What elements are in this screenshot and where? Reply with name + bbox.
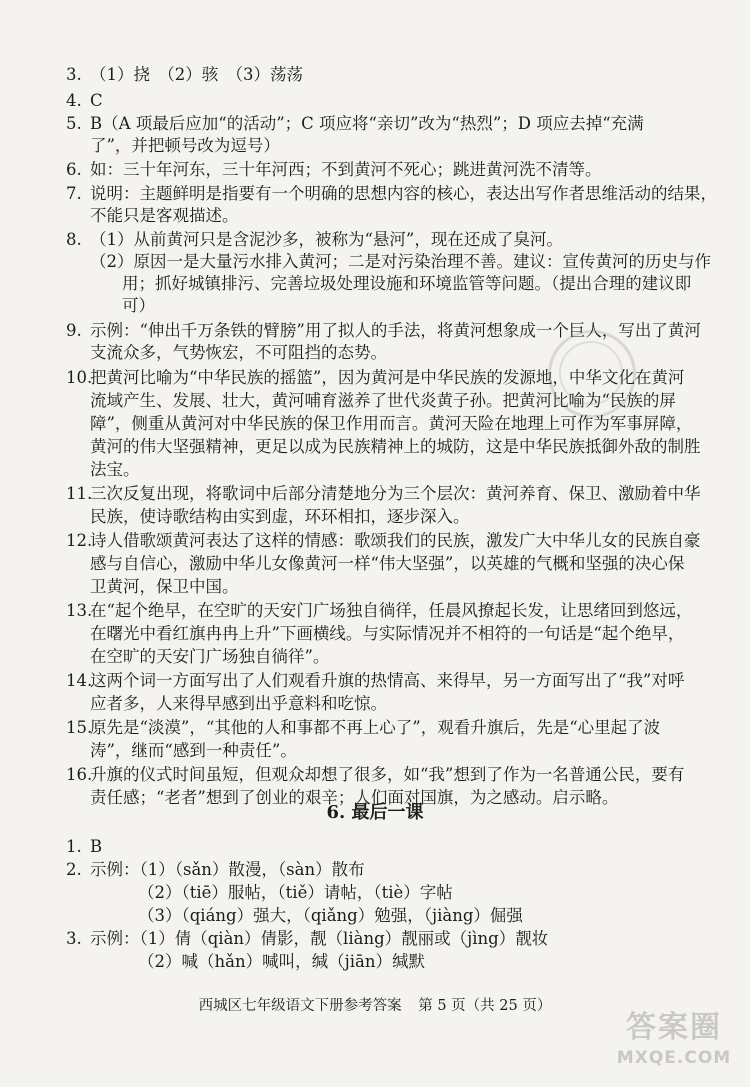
item-text: （2）（tiē）服帖，（tiě）请帖，（tiè）字帖 bbox=[138, 883, 453, 902]
item-text: 原先是“淡漠”，“其他的人和事都不再上心了”，观看升旗后，先是“心里起了波 bbox=[90, 718, 661, 737]
item-text: 责任感；“老者”想到了创业的艰辛；人们面对国旗，为之感动。启示略。 bbox=[90, 788, 619, 807]
item-text: 示例：（1）（sǎn）散漫，（sàn）散布 bbox=[90, 860, 365, 879]
item-text: 法宝。 bbox=[90, 460, 140, 479]
item-number: 11. bbox=[66, 484, 93, 503]
item-number: 1. bbox=[66, 837, 82, 856]
item-text: 诗人借歌颂黄河表达了这样的情感：歌颂我们的民族，激发广大中华儿女的民族自豪 bbox=[90, 531, 701, 550]
item-text: B（A 项最后应加“的活动”；C 项应将“亲切”改为“热烈”；D 项应去掉“充满 bbox=[90, 114, 644, 133]
item-text: 这两个词一方面写出了人们观看升旗的热情高、来得早，另一方面写出了“我”对呼 bbox=[90, 671, 685, 690]
item-number: 9. bbox=[66, 321, 82, 340]
item-text: 说明：主题鲜明是指要有一个明确的思想内容的核心，表达出写作者思维活动的结果， bbox=[90, 184, 717, 203]
item-text: 示例：（1）倩（qiàn）倩影，靓（liàng）靓丽或（jìng）靓妆 bbox=[90, 929, 549, 948]
item-number: 3. bbox=[66, 929, 82, 948]
item-text: C bbox=[90, 91, 103, 110]
item-number: 2. bbox=[66, 860, 82, 879]
item-text: （2）喊（hǎn）喊叫，缄（jiān）缄默 bbox=[138, 952, 425, 971]
item-number: 7. bbox=[66, 184, 82, 203]
item-text: 黄河的伟大坚强精神，更足以成为民族精神上的城防，这是中华民族抵御外敌的制胜 bbox=[90, 437, 701, 456]
item-text: 三次反复出现，将歌词中后部分清楚地分为三个层次：黄河养育、保卫、激励着中华 bbox=[90, 484, 701, 503]
item-number: 6. bbox=[66, 160, 82, 179]
item-number: 15. bbox=[66, 718, 93, 737]
item-text: 在曙光中看红旗冉冉上升”下画横线。与实际情况并不相符的一句话是“起个绝早， bbox=[90, 624, 685, 643]
item-text: B bbox=[90, 837, 103, 856]
item-number: 8. bbox=[66, 230, 82, 249]
item-text: 民族，使诗歌结构由实到虚，环环相扣，逐步深入。 bbox=[90, 507, 470, 526]
footer-title: 西城区七年级语文下册参考答案 bbox=[198, 998, 402, 1014]
item-text: 应者多，人来得早感到出乎意料和吃惊。 bbox=[90, 694, 387, 713]
watermark-url: MXQE.COM bbox=[616, 1048, 732, 1068]
stamp-inner-ring bbox=[559, 341, 623, 405]
item-text: 卫黄河，保卫中国。 bbox=[90, 577, 239, 596]
item-text: 不能只是客观描述。 bbox=[90, 206, 239, 225]
item-number: 12. bbox=[66, 531, 93, 550]
item-text: 在“起个绝早，在空旷的天安门广场独自徜徉，任晨风撩起长发，让思绪回到悠远， bbox=[90, 601, 693, 620]
item-text: 流域产生、发展、壮大，黄河哺育滋养了世代炎黄子孙。把黄河比喻为“民族的屏 bbox=[90, 391, 676, 410]
watermark-logo bbox=[604, 1009, 744, 1079]
item-text: 用；抓好城镇排污、完善垃圾处理设施和环境监管等问题。（提出合理的建议即 bbox=[122, 274, 692, 293]
page-number: 第 5 页（共 25 页） bbox=[418, 998, 552, 1014]
item-number: 10. bbox=[66, 368, 93, 387]
item-number: 3. bbox=[66, 65, 82, 84]
item-text: 感与自信心，激励中华儿女像黄河一样“伟大坚强”，以英雄的气概和坚强的决心保 bbox=[90, 554, 685, 573]
item-number: 5. bbox=[66, 114, 82, 133]
section-title: 6. 最后一课 bbox=[326, 802, 424, 823]
item-text: （1）挠 （2）骇 （3）荡荡 bbox=[90, 65, 303, 84]
item-text: 示例：“伸出千万条铁的臂膀”用了拟人的手法，将黄河想象成一个巨人，写出了黄河 bbox=[90, 321, 701, 340]
item-text: （1）从前黄河只是含泥沙多，被称为“悬河”，现在还成了臭河。 bbox=[90, 230, 563, 249]
item-text: 升旗的仪式时间虽短，但观众却想了很多，如“我”想到了作为一名普通公民，要有 bbox=[90, 765, 685, 784]
item-text: 如：三十年河东，三十年河西；不到黄河不死心；跳进黄河洗不清等。 bbox=[90, 160, 602, 179]
item-text: 可） bbox=[122, 296, 155, 315]
item-text: （2）原因一是大量污水排入黄河；二是对污染治理不善。建议：宣传黄河的历史与作 bbox=[90, 252, 711, 271]
stamp-icon bbox=[548, 330, 636, 418]
item-text: 了”，并把顿号改为逗号） bbox=[90, 136, 280, 155]
item-number: 14. bbox=[66, 671, 93, 690]
item-number: 16. bbox=[66, 765, 93, 784]
item-text: （3）（qiáng）强大，（qiǎng）勉强，（jiàng）倔强 bbox=[138, 906, 523, 925]
item-text: 障”，侧重从黄河对中华民族的保卫作用而言。黄河天险在地理上可作为军事屏障， bbox=[90, 414, 693, 433]
item-number: 4. bbox=[66, 91, 82, 110]
item-text: 在空旷的天安门广场独自徜徉”。 bbox=[90, 647, 330, 666]
item-text: 支流众多，气势恢宏，不可阻挡的态势。 bbox=[90, 343, 387, 362]
watermark-text: 答案圈 bbox=[626, 1010, 722, 1045]
item-text: 把黄河比喻为“中华民族的摇篮”，因为黄河是中华民族的发源地，中华文化在黄河 bbox=[90, 368, 685, 387]
item-text: 涛”，继而“感到一种责任”。 bbox=[90, 741, 297, 760]
item-number: 13. bbox=[66, 601, 93, 620]
